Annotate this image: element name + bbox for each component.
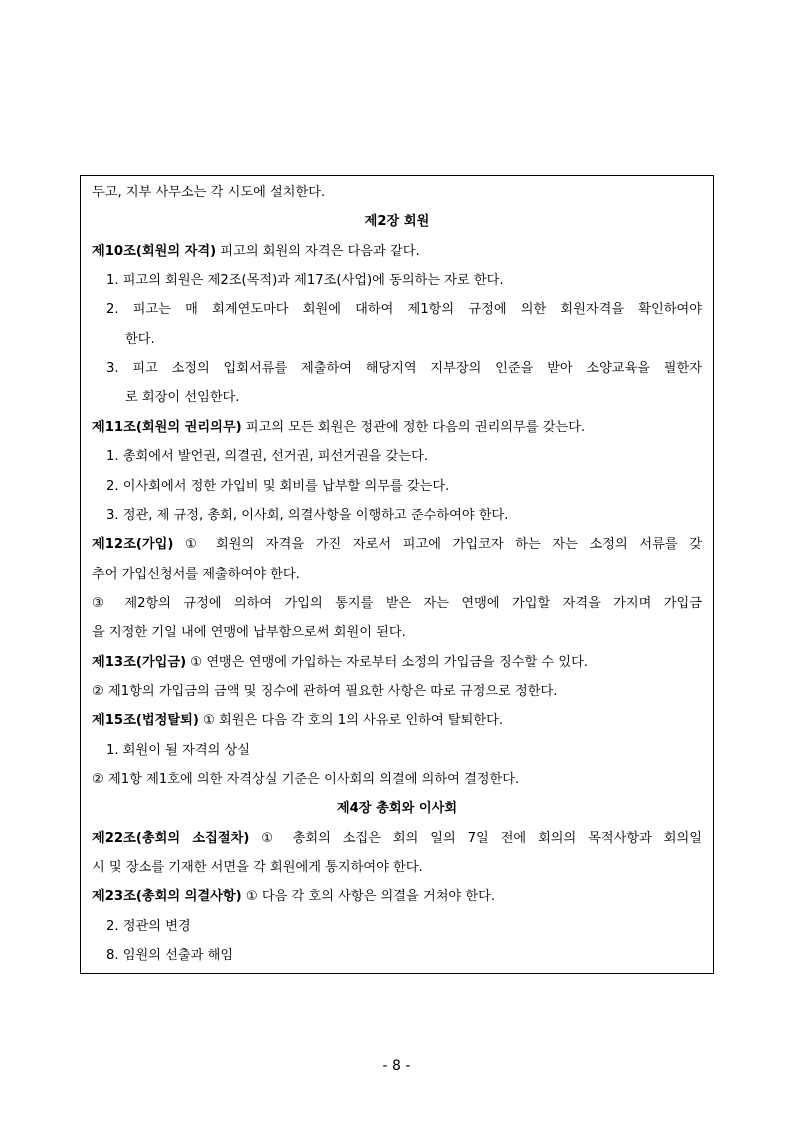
article-heading: 제22조(총회의 소집절차) ① 총회의 소집은 회의 일의 7일 전에 회의의 목적사항과 회의일 — [92, 831, 702, 846]
article-heading: 제11조(회원의 권리의무) 피고의 모든 회원은 정관에 정한 다음의 권리의무를 갖는다. — [92, 420, 586, 435]
chapter-heading: 제2장 회원 — [364, 214, 430, 229]
text-line: 추어 가입신청서를 제출하여야 한다. — [92, 567, 300, 582]
list-item: 8. 임원의 선출과 해임 — [106, 948, 234, 963]
list-item-continuation: 로 회장이 선임한다. — [125, 390, 240, 405]
list-item: 3. 피고 소정의 입회서류를 제출하여 해당지역 지부장의 인준을 받아 소양교육을 필한자 — [106, 361, 702, 376]
list-item: 2. 피고는 매 회계연도마다 회원에 대하여 제1항의 규정에 의한 회원자격을 확인하여야 — [106, 302, 702, 317]
text-line: 시 및 장소를 기재한 서면을 각 회원에게 통지하여야 한다. — [92, 860, 423, 875]
list-item: 3. 정관, 제 규정, 총회, 이사회, 의결사항을 이행하고 준수하여야 한다. — [106, 508, 509, 523]
chapter-heading: 제4장 총회와 이사회 — [336, 801, 458, 816]
list-item: 2. 정관의 변경 — [106, 919, 191, 934]
article-heading: 제23조(총회의 의결사항) ① 다음 각 호의 사항은 의결을 거쳐야 한다. — [92, 889, 496, 904]
article-heading: 제10조(회원의 자격) 피고의 회원의 자격은 다음과 같다. — [92, 244, 420, 259]
article-heading: 제12조(가입) ① 회원의 자격을 가진 자로서 피고에 가입코자 하는 자는 소정의 서류를 갖 — [92, 537, 702, 552]
text-line: ② 제1항 제1호에 의한 자격상실 기준은 이사회의 의결에 의하여 결정한다. — [92, 772, 520, 787]
list-item: 2. 이사회에서 정한 가입비 및 회비를 납부할 의무를 갖는다. — [106, 479, 450, 494]
list-item: 1. 회원이 될 자격의 상실 — [106, 743, 251, 758]
text-line: 두고, 지부 사무소는 각 시도에 설치한다. — [92, 185, 326, 200]
text-line: ③ 제2항의 규정에 의하여 가입의 통지를 받은 자는 연맹에 가입할 자격을 가지며 가입금 — [92, 596, 702, 611]
text-line: 을 지정한 기일 내에 연맹에 납부함으로써 회원이 된다. — [92, 625, 406, 640]
article-heading: 제15조(법정탈퇴) ① 회원은 다음 각 호의 1의 사유로 인하여 탈퇴한다. — [92, 713, 504, 728]
article-heading: 제13조(가입금) ① 연맹은 연맹에 가입하는 자로부터 소정의 가입금을 징수할 수 있다. — [92, 655, 588, 670]
list-item-continuation: 한다. — [125, 332, 155, 347]
text-line: ② 제1항의 가입금의 금액 및 징수에 관하여 필요한 사항은 따로 규정으로 정한다. — [92, 684, 558, 699]
document-body-box — [80, 175, 714, 974]
list-item: 1. 피고의 회원은 제2조(목적)과 제17조(사업)에 동의하는 자로 한다. — [106, 273, 504, 288]
list-item: 1. 총회에서 발언권, 의결권, 선거권, 피선거권을 갖는다. — [106, 449, 429, 464]
page-number: - 8 - — [382, 1058, 411, 1074]
